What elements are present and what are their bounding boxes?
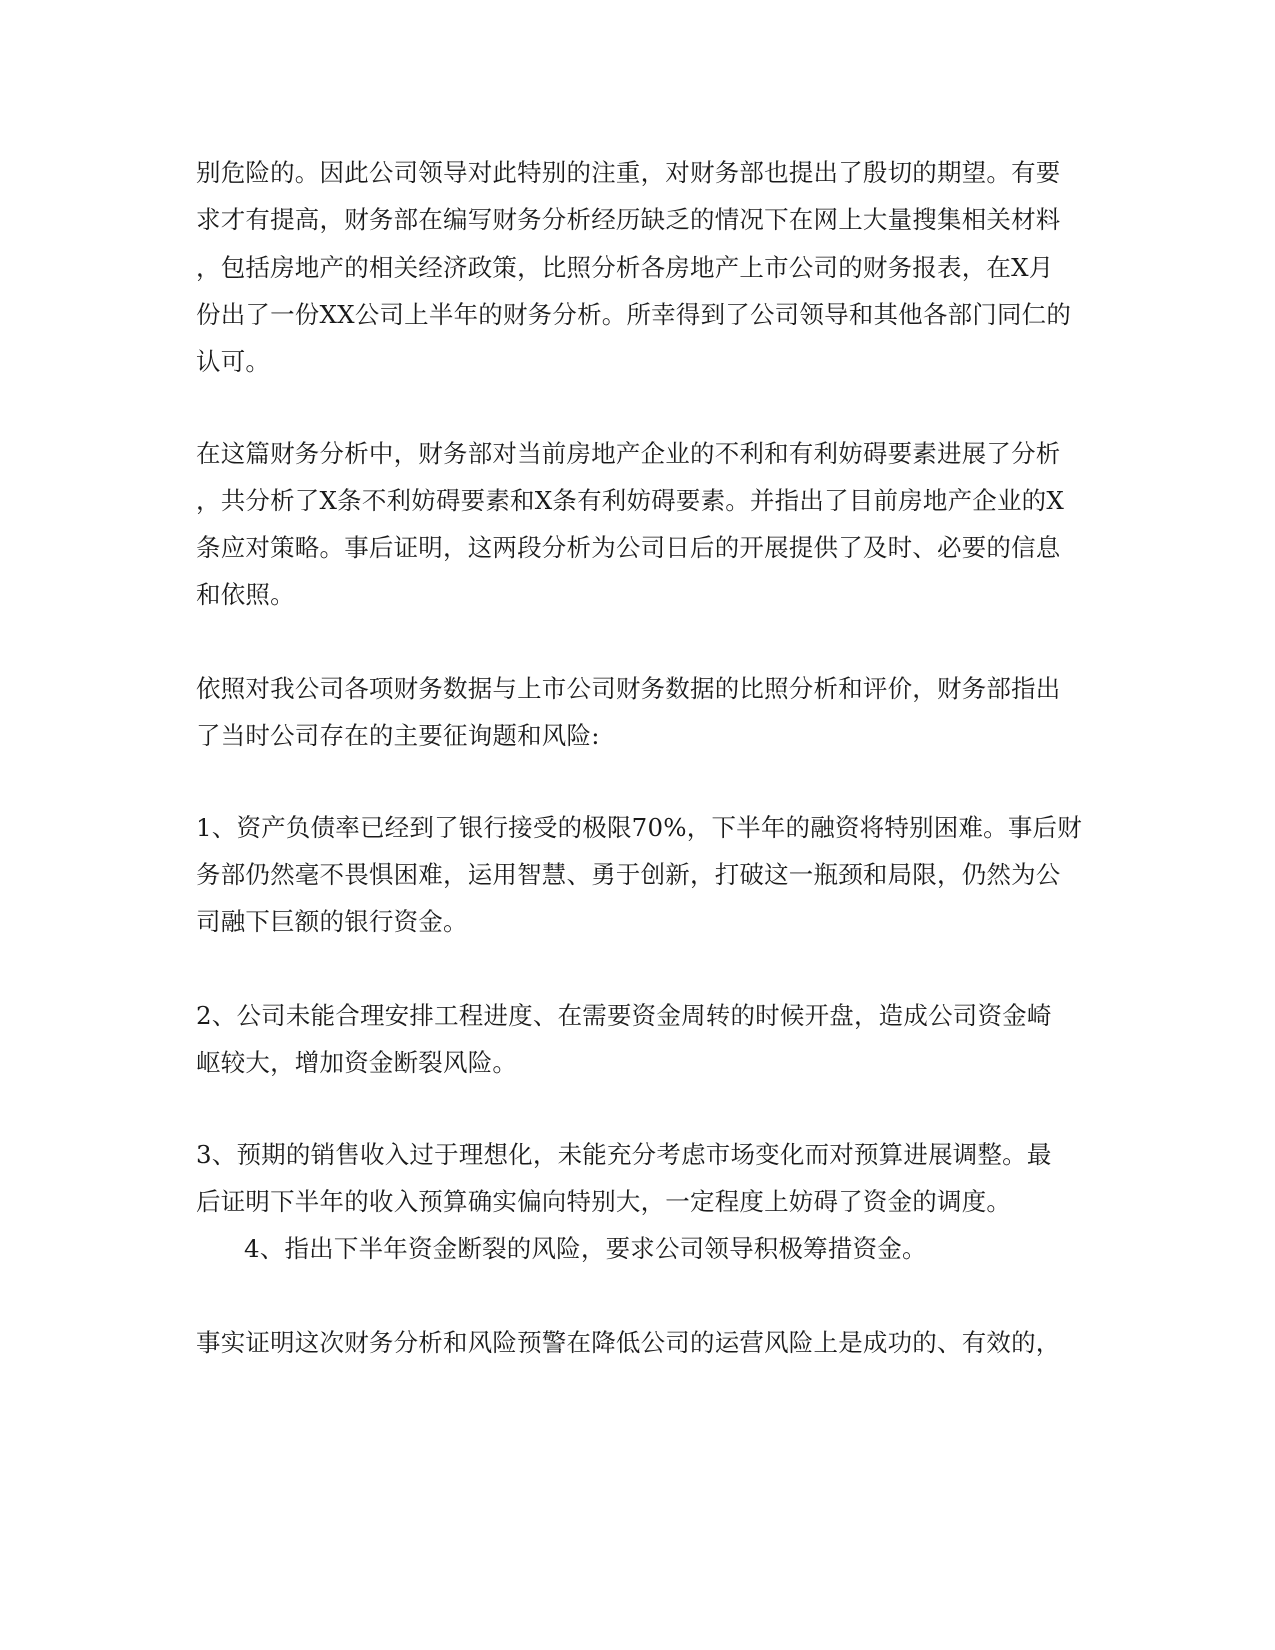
paragraph-3-line-1: 依照对我公司各项财务数据与上市公司财务数据的比照分析和评价，财务部指出 <box>196 674 1061 703</box>
paragraph-1-line-4: 份出了一份XX公司上半年的财务分析。所幸得到了公司领导和其他各部门同仁的 <box>196 300 1072 329</box>
paragraph-2-line-1: 在这篇财务分析中，财务部对当前房地产企业的不利和有利妨碍要素进展了分析 <box>196 439 1061 468</box>
list-item-2-line-2: 岖较大，增加资金断裂风险。 <box>196 1048 518 1077</box>
paragraph-1-line-2: 求才有提高，财务部在编写财务分析经历缺乏的情况下在网上大量搜集相关材料 <box>196 205 1061 234</box>
paragraph-2-line-2: ，共分析了X条不利妨碍要素和X条有利妨碍要素。并指出了目前房地产企业的X <box>196 486 1065 515</box>
paragraph-1-line-1: 别危险的。因此公司领导对此特别的注重，对财务部也提出了殷切的期望。有要 <box>196 158 1061 187</box>
list-item-3-line-2: 后证明下半年的收入预算确实偏向特别大，一定程度上妨碍了资金的调度。 <box>196 1187 1012 1216</box>
paragraph-1-line-3: ，包括房地产的相关经济政策，比照分析各房地产上市公司的财务报表，在X月 <box>196 253 1054 282</box>
list-item-1-line-3: 司融下巨额的银行资金。 <box>196 907 468 936</box>
paragraph-2-line-4: 和依照。 <box>196 580 295 609</box>
list-item-1-line-2: 务部仍然毫不畏惧困难，运用智慧、勇于创新，打破这一瓶颈和局限，仍然为公 <box>196 860 1061 889</box>
paragraph-3-line-2: 了当时公司存在的主要征询题和风险: <box>196 721 600 750</box>
list-item-1-line-1: 1、资产负债率已经到了银行接受的极限70%，下半年的融资将特别困难。事后财 <box>196 813 1082 842</box>
list-item-2-line-1: 2、公司未能合理安排工程进度、在需要资金周转的时候开盘，造成公司资金崎 <box>196 1001 1052 1030</box>
list-item-4: 4、指出下半年资金断裂的风险，要求公司领导积极筹措资金。 <box>244 1234 927 1263</box>
list-item-3-line-1: 3、预期的销售收入过于理想化，未能充分考虑市场变化而对预算进展调整。最 <box>196 1140 1052 1169</box>
paragraph-4-line-1: 事实证明这次财务分析和风险预警在降低公司的运营风险上是成功的、有效的， <box>196 1328 1061 1357</box>
paragraph-2-line-3: 条应对策略。事后证明，这两段分析为公司日后的开展提供了及时、必要的信息 <box>196 533 1061 562</box>
paragraph-1-line-5: 认可。 <box>196 347 271 376</box>
